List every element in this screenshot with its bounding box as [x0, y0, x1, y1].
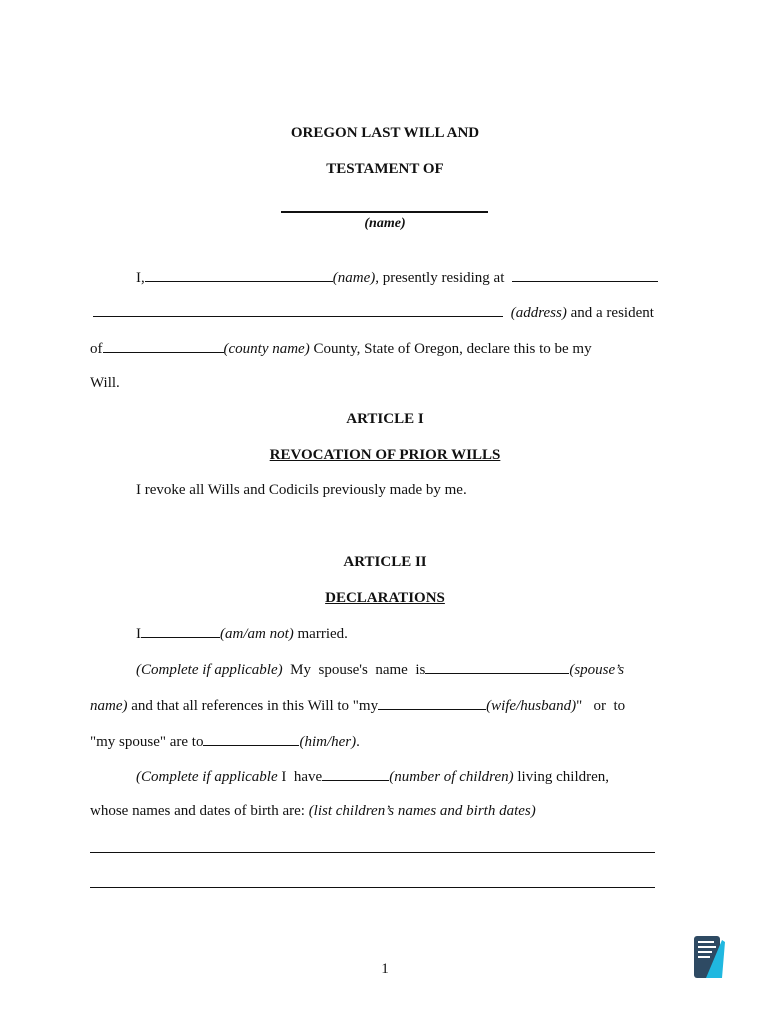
spouse-hint: (spouse’s [569, 662, 625, 678]
married-line [136, 624, 348, 643]
name-caption: (name) [364, 216, 406, 231]
residence-field[interactable] [512, 268, 658, 282]
residing-text: , presently residing at [375, 270, 505, 286]
children-rest-text: living children, [513, 769, 610, 785]
children-applicable-hint: (Complete if applicable [136, 769, 278, 785]
married-rest-text: married. [293, 626, 348, 642]
married-field[interactable] [141, 624, 220, 638]
children-list-line-1[interactable] [90, 852, 655, 853]
resident-text: and a resident [566, 305, 654, 321]
name-hint: (name) [332, 270, 376, 286]
address-hint: (address) [510, 305, 567, 321]
intro-line-4: Will. [90, 375, 120, 391]
spouse-line-1 [136, 660, 624, 679]
of-text: of [90, 341, 103, 357]
whose-names-text: whose names and dates of birth are: [90, 803, 309, 819]
county-rest-text: County, State of Oregon, declare this to be my [309, 341, 592, 357]
title-line-2: TESTAMENT OF [326, 161, 444, 177]
children-list-line-2[interactable] [90, 887, 655, 888]
children-have-text: I have [277, 769, 323, 785]
title-line-1: OREGON LAST WILL AND [290, 125, 480, 141]
him-her-field[interactable] [203, 732, 299, 746]
intro-i: I, [136, 270, 145, 286]
married-hint: (am/am not) [220, 626, 294, 642]
children-hint: (number of children) [389, 769, 514, 785]
list-children-hint: (list children’s names and birth dates) [308, 803, 536, 819]
spouse-name-field[interactable] [425, 660, 569, 674]
intro-line-2 [93, 303, 654, 322]
spouse-line-2 [90, 696, 625, 715]
article-2-subheading: DECLARATIONS [325, 590, 445, 606]
revocation-text: I revoke all Wills and Codicils previously made by me. [136, 482, 467, 498]
intro-line-3 [90, 339, 592, 358]
wife-husband-field[interactable] [378, 696, 486, 710]
period-text: . [356, 734, 360, 750]
form-document-icon[interactable] [692, 930, 726, 980]
testator-name-field[interactable] [145, 268, 333, 282]
him-her-hint: (him/her) [299, 734, 357, 750]
children-line-1 [136, 767, 609, 786]
article-2-heading: ARTICLE II [343, 554, 427, 570]
children-line-2 [90, 802, 536, 820]
address-field[interactable] [93, 303, 503, 317]
county-field[interactable] [103, 339, 224, 353]
spouse-line-3 [90, 732, 360, 751]
married-i: I [136, 626, 141, 642]
intro-line-1 [136, 268, 658, 287]
article-1-heading: ARTICLE I [346, 411, 424, 427]
testator-name-blank[interactable] [281, 211, 488, 213]
page-number: 1 [381, 961, 389, 977]
spouse-text: My spouse's name is [282, 662, 426, 678]
wife-husband-hint: (wife/husband) [486, 698, 577, 714]
county-hint: (county name) [223, 341, 310, 357]
article-1-subheading: REVOCATION OF PRIOR WILLS [269, 447, 501, 463]
or-to-text: " or to [576, 698, 626, 714]
my-spouse-text: "my spouse" are to [90, 734, 204, 750]
references-text: and that all references in this Will to "my [127, 698, 379, 714]
spouse-applicable-hint: (Complete if applicable) [136, 662, 283, 678]
spouse-hint-cont: name) [90, 698, 128, 714]
number-of-children-field[interactable] [322, 767, 389, 781]
